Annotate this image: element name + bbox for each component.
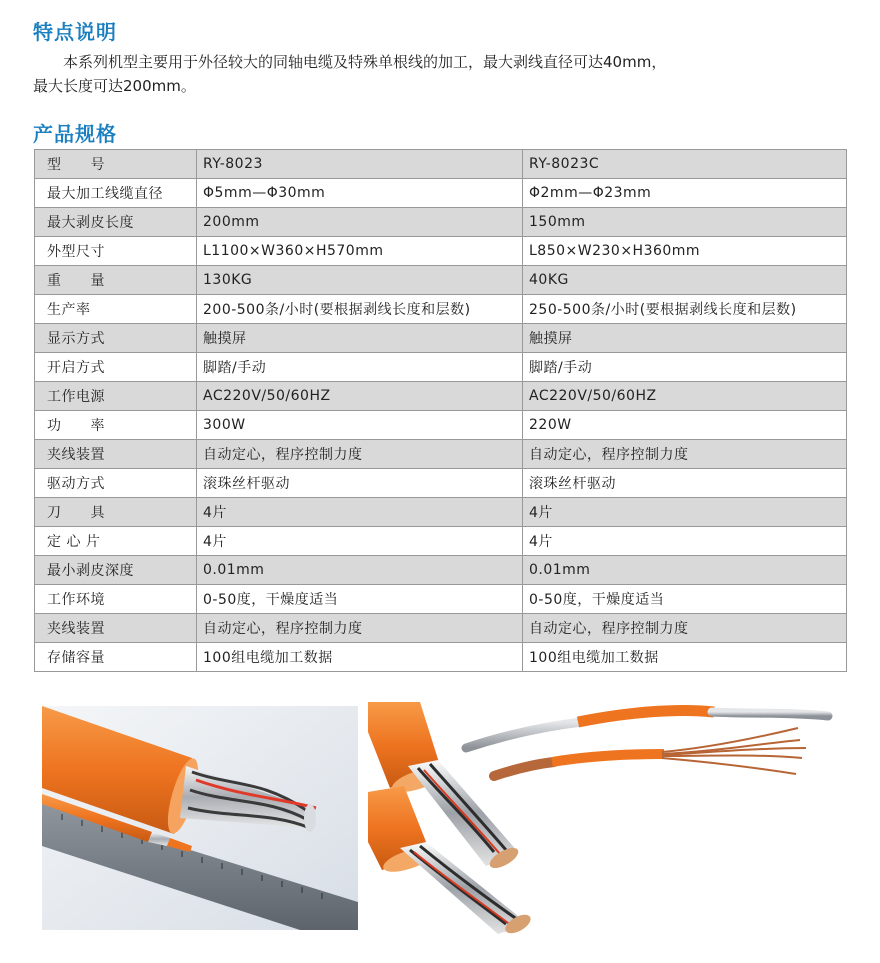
spec-value-ry8023c: Φ2mm—Φ23mm (523, 179, 847, 208)
spec-row (35, 643, 847, 672)
spec-value-ry8023c: 滚珠丝杆驱动 (523, 469, 847, 498)
spec-label: 最小剥皮深度 (35, 556, 197, 585)
spec-label: 夹线装置 (35, 440, 197, 469)
spec-value-ry8023c: RY-8023C (523, 150, 847, 179)
spec-value-ry8023: 自动定心，程序控制力度 (197, 614, 523, 643)
spec-label: 存储容量 (35, 643, 197, 672)
spec-label: 开启方式 (35, 353, 197, 382)
spec-label: 刀 具 (35, 498, 197, 527)
features-paragraph (33, 50, 853, 98)
spec-row (35, 498, 847, 527)
spec-value-ry8023c: 4片 (523, 498, 847, 527)
spec-value-ry8023: 脚踏/手动 (197, 353, 523, 382)
features-paragraph-line2: 最大长度可达200mm。 (33, 77, 196, 95)
spec-value-ry8023: 130KG (197, 266, 523, 295)
spec-value-ry8023: 触摸屏 (197, 324, 523, 353)
spec-value-ry8023c: 40KG (523, 266, 847, 295)
cable-photo-right (368, 702, 838, 934)
spec-label: 型 号 (35, 150, 197, 179)
spec-value-ry8023c: 自动定心，程序控制力度 (523, 614, 847, 643)
features-heading: 特点说明 (33, 20, 117, 44)
spec-value-ry8023c: 脚踏/手动 (523, 353, 847, 382)
spec-value-ry8023c: 0.01mm (523, 556, 847, 585)
spec-value-ry8023c: 250-500条/小时(要根据剥线长度和层数) (523, 295, 847, 324)
spec-row (35, 266, 847, 295)
spec-row (35, 150, 847, 179)
spec-value-ry8023c: L850×W230×H360mm (523, 237, 847, 266)
spec-row (35, 527, 847, 556)
cable-illustration-right (368, 702, 838, 934)
spec-table-body (35, 150, 847, 672)
spec-label: 驱动方式 (35, 469, 197, 498)
spec-row (35, 614, 847, 643)
cable-illustration-left (42, 706, 358, 930)
spec-label: 显示方式 (35, 324, 197, 353)
spec-row (35, 208, 847, 237)
spec-value-ry8023: 0.01mm (197, 556, 523, 585)
spec-value-ry8023c: 220W (523, 411, 847, 440)
spec-value-ry8023c: 4片 (523, 527, 847, 556)
spec-value-ry8023: Φ5mm—Φ30mm (197, 179, 523, 208)
spec-row (35, 585, 847, 614)
spec-table (34, 149, 847, 672)
spec-label: 生产率 (35, 295, 197, 324)
spec-row (35, 353, 847, 382)
spec-value-ry8023: RY-8023 (197, 150, 523, 179)
features-paragraph-line1: 本系列机型主要用于外径较大的同轴电缆及特殊单根线的加工，最大剥线直径可达40mm， (63, 53, 667, 71)
spec-label: 定 心 片 (35, 527, 197, 556)
spec-label: 外型尺寸 (35, 237, 197, 266)
spec-row (35, 469, 847, 498)
spec-label: 夹线装置 (35, 614, 197, 643)
spec-row (35, 324, 847, 353)
spec-value-ry8023: 200-500条/小时(要根据剥线长度和层数) (197, 295, 523, 324)
spec-value-ry8023: 300W (197, 411, 523, 440)
spec-label: 最大剥皮长度 (35, 208, 197, 237)
spec-row (35, 237, 847, 266)
spec-value-ry8023: AC220V/50/60HZ (197, 382, 523, 411)
spec-value-ry8023: 自动定心，程序控制力度 (197, 440, 523, 469)
spec-row (35, 382, 847, 411)
spec-row (35, 295, 847, 324)
spec-row (35, 556, 847, 585)
spec-label: 工作电源 (35, 382, 197, 411)
spec-value-ry8023: 0-50度，干燥度适当 (197, 585, 523, 614)
spec-label: 最大加工线缆直径 (35, 179, 197, 208)
spec-value-ry8023: 200mm (197, 208, 523, 237)
spec-row (35, 179, 847, 208)
specs-heading: 产品规格 (33, 122, 117, 146)
spec-value-ry8023: L1100×W360×H570mm (197, 237, 523, 266)
spec-value-ry8023c: 0-50度，干燥度适当 (523, 585, 847, 614)
spec-value-ry8023: 4片 (197, 498, 523, 527)
spec-value-ry8023: 100组电缆加工数据 (197, 643, 523, 672)
spec-value-ry8023: 滚珠丝杆驱动 (197, 469, 523, 498)
spec-value-ry8023c: 100组电缆加工数据 (523, 643, 847, 672)
spec-value-ry8023c: 触摸屏 (523, 324, 847, 353)
spec-label: 功 率 (35, 411, 197, 440)
spec-value-ry8023c: AC220V/50/60HZ (523, 382, 847, 411)
spec-value-ry8023: 4片 (197, 527, 523, 556)
cable-photo-left (42, 706, 358, 930)
spec-value-ry8023c: 自动定心，程序控制力度 (523, 440, 847, 469)
spec-label: 工作环境 (35, 585, 197, 614)
spec-label: 重 量 (35, 266, 197, 295)
spec-row (35, 440, 847, 469)
spec-row (35, 411, 847, 440)
spec-value-ry8023c: 150mm (523, 208, 847, 237)
